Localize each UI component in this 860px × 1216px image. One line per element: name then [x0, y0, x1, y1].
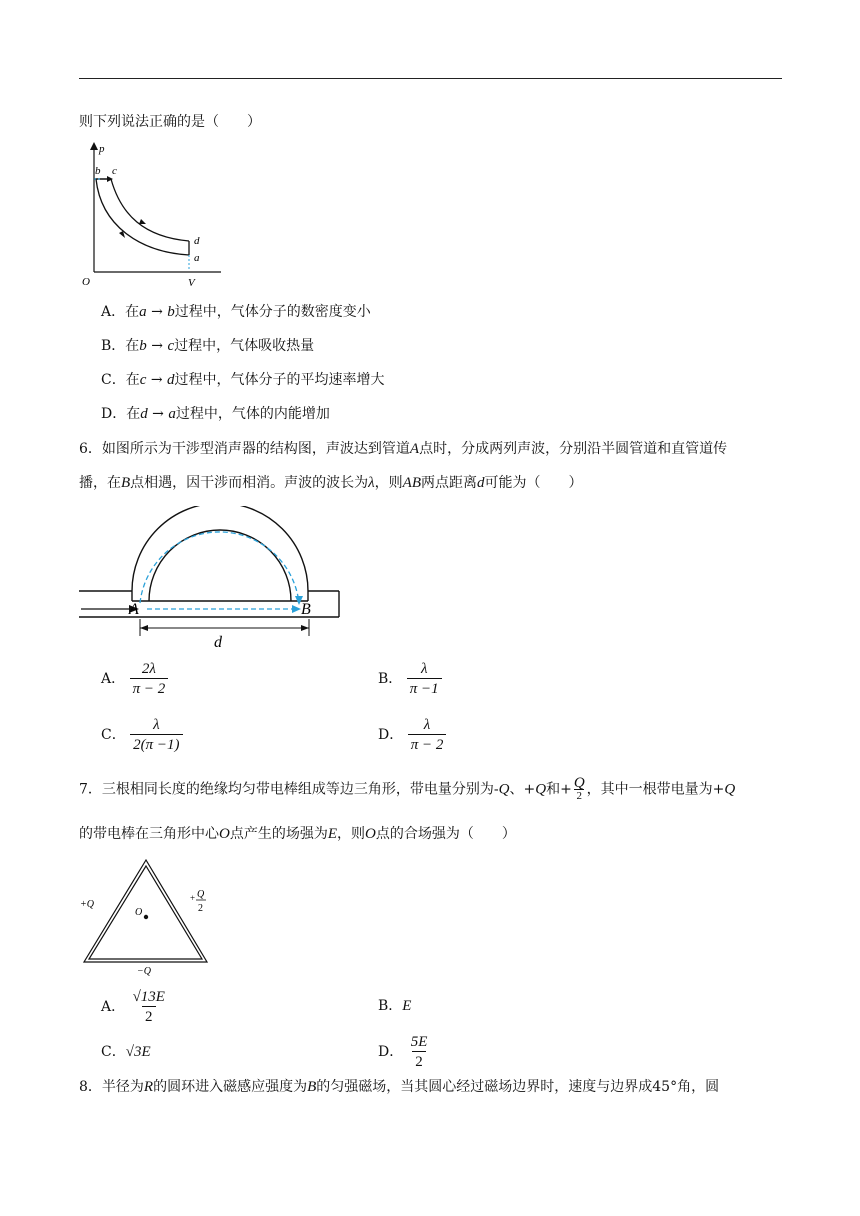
right-charge-num: Q — [197, 889, 205, 900]
q6-option-a[interactable]: A． $\frac{2\lambda}{\pi - 2}$ — [101, 660, 168, 698]
point-b: b — [95, 165, 101, 177]
q6-option-b[interactable]: B． $\frac{\lambda}{\pi -1}$ — [378, 660, 442, 698]
label-d: d — [214, 634, 222, 651]
q5-stem: 则下列说法正确的是（ ） — [79, 114, 261, 130]
q6-option-c[interactable]: C． $\frac{\lambda}{2(\pi -1)}$ — [101, 716, 183, 754]
q7-option-c[interactable]: C．√3E — [101, 1044, 151, 1060]
triangle-figure — [79, 855, 219, 980]
origin-label: O — [82, 276, 90, 288]
muffler-figure — [79, 506, 341, 652]
q5-option-c[interactable]: C．在c → d过程中，气体分子的平均速率增大 — [101, 372, 385, 388]
q7-line2: 的带电棒在三角形中心O点产生的场强为E，则O点的合场强为（ ） — [79, 826, 516, 842]
axis-p-label: p — [99, 143, 105, 155]
q7-option-d[interactable]: D． $\frac{5E}{2}$ — [378, 1034, 428, 1070]
q6-line1: 6．如图所示为干涉型消声器的结构图，声波达到管道A点时，分成两列声波，分别沿半圆管道和直管道传 — [79, 441, 728, 457]
q7-option-b[interactable]: B．E — [378, 998, 412, 1014]
right-charge-den: 2 — [198, 903, 203, 914]
pv-graph — [79, 140, 229, 290]
p-axis-arrow — [90, 142, 98, 150]
point-d: d — [194, 235, 200, 247]
label-b: B — [301, 601, 311, 618]
left-charge: +Q — [80, 899, 94, 910]
label-a: A — [129, 601, 139, 618]
q6-line2: 播，在B点相遇，因干涉而相消。声波的波长为λ，则AB两点距离d可能为（ ） — [79, 475, 583, 491]
header-rule — [79, 78, 782, 79]
center-label: O — [135, 907, 143, 918]
q7-line1: 7．三根相同长度的绝缘均匀带电棒组成等边三角形，带电量分别为-Q、+Q和+ $\frac{Q}{2}$ ，其中一根带电量为+Q — [79, 775, 736, 802]
q5-option-d[interactable]: D．在d → a过程中，气体的内能增加 — [101, 406, 330, 422]
center-dot — [144, 915, 148, 919]
ab-curve — [96, 179, 189, 255]
axis-v-label: V — [188, 277, 195, 289]
q6-option-d[interactable]: D． $\frac{\lambda}{\pi - 2}$ — [378, 716, 446, 754]
q8-line1: 8．半径为R的圆环进入磁感应强度为B的匀强磁场，当其圆心经过磁场边界时，速度与边界成45°角，圆 — [79, 1079, 720, 1095]
point-c: c — [112, 165, 117, 177]
q5-option-b[interactable]: B．在b → c过程中，气体吸收热量 — [101, 338, 315, 354]
q7-option-a[interactable]: A． $\frac{√13E}{2}$ — [101, 989, 165, 1025]
right-charge-sign: + — [190, 893, 196, 903]
q5-option-a[interactable]: A．在a → b过程中，气体分子的数密度变小 — [101, 304, 371, 320]
bottom-charge: −Q — [137, 966, 151, 977]
point-a: a — [194, 252, 200, 264]
